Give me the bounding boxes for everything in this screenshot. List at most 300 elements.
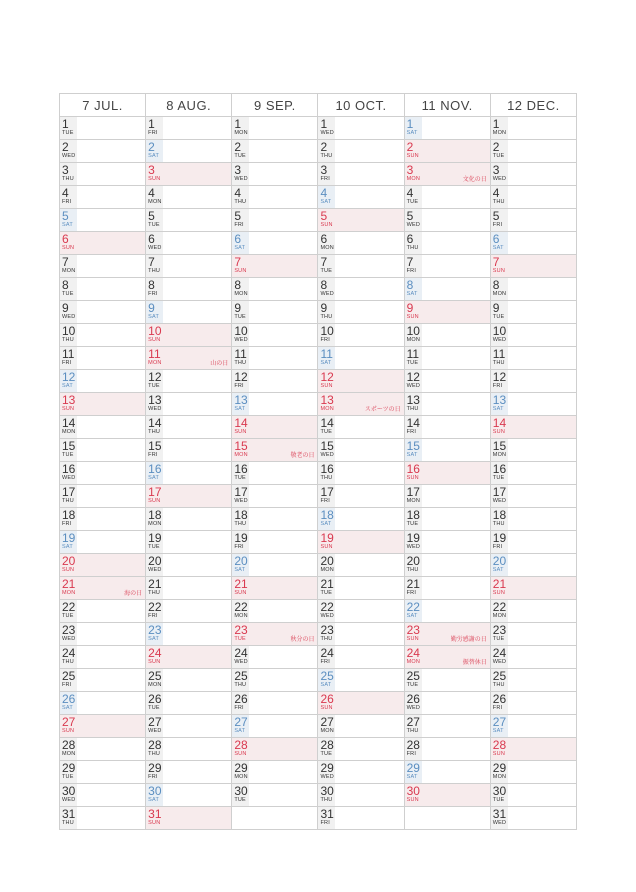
day-number: 28 xyxy=(320,738,334,752)
weekday-label: SUN xyxy=(148,337,161,343)
day-number: 30 xyxy=(492,784,507,798)
weekday-label: THU xyxy=(62,176,74,182)
day-number: 19 xyxy=(406,531,420,545)
day-cell xyxy=(318,715,404,738)
day-number: 21 xyxy=(234,577,248,591)
day-number: 21 xyxy=(492,577,507,591)
day-cell xyxy=(318,416,404,439)
day-cell xyxy=(232,416,318,439)
day-cell xyxy=(232,669,318,692)
weekday-label: FRI xyxy=(406,590,417,596)
day-number: 2 xyxy=(320,140,328,154)
day-cell xyxy=(318,255,404,278)
day-cell xyxy=(60,140,146,163)
day-cell xyxy=(146,577,232,600)
weekday-label: WED xyxy=(492,659,507,665)
weekday-label: THU xyxy=(320,153,333,159)
day-number: 8 xyxy=(406,278,414,292)
day-number: 22 xyxy=(320,600,334,614)
day-cell xyxy=(318,232,404,255)
month-header: 8 AUG. xyxy=(146,94,232,117)
day-cell xyxy=(146,232,232,255)
weekday-label: THU xyxy=(62,820,74,826)
weekday-label: SAT xyxy=(62,222,73,228)
month-header: 10 OCT. xyxy=(318,94,404,117)
day-number: 23 xyxy=(320,623,334,637)
weekday-label: SUN xyxy=(406,475,419,481)
weekday-label: FRI xyxy=(234,222,244,228)
day-number: 18 xyxy=(492,508,507,522)
day-number: 16 xyxy=(234,462,248,476)
day-cell xyxy=(490,761,576,784)
weekday-label: MON xyxy=(62,429,76,435)
weekday-label: TUE xyxy=(492,636,505,642)
day-number: 30 xyxy=(62,784,76,798)
weekday-label: FRI xyxy=(148,130,158,136)
day-row xyxy=(60,715,577,738)
weekday-label: SAT xyxy=(492,567,504,573)
day-cell xyxy=(404,209,490,232)
day-row xyxy=(60,117,577,140)
weekday-label: WED xyxy=(492,337,507,343)
day-number: 10 xyxy=(320,324,334,338)
day-cell xyxy=(490,554,576,577)
day-number: 7 xyxy=(62,255,69,269)
weekday-label: MON xyxy=(492,452,507,458)
day-number: 22 xyxy=(234,600,248,614)
weekday-label: SAT xyxy=(492,406,504,412)
day-cell xyxy=(60,117,146,140)
day-number: 2 xyxy=(406,140,414,154)
weekday-label: FRI xyxy=(492,222,503,228)
day-cell xyxy=(404,370,490,393)
weekday-label: FRI xyxy=(320,498,330,504)
day-cell xyxy=(318,623,404,646)
day-cell xyxy=(490,347,576,370)
day-number: 20 xyxy=(62,554,76,568)
weekday-label: SAT xyxy=(148,475,160,481)
weekday-label: THU xyxy=(148,268,161,274)
day-cell xyxy=(404,163,490,186)
weekday-label: TUE xyxy=(62,613,74,619)
day-cell xyxy=(490,117,576,140)
day-cell xyxy=(490,209,576,232)
day-cell xyxy=(232,738,318,761)
weekday-label: FRI xyxy=(492,705,503,711)
day-number: 11 xyxy=(320,347,333,361)
day-row xyxy=(60,531,577,554)
weekday-label: SAT xyxy=(406,613,418,619)
day-number: 5 xyxy=(492,209,500,223)
weekday-label: TUE xyxy=(492,314,505,320)
weekday-label: WED xyxy=(320,613,334,619)
day-cell xyxy=(318,439,404,462)
weekday-label: WED xyxy=(406,222,421,228)
day-row xyxy=(60,554,577,577)
day-number: 17 xyxy=(148,485,162,499)
weekday-label: FRI xyxy=(234,705,244,711)
day-number: 26 xyxy=(62,692,76,706)
day-number: 8 xyxy=(148,278,155,292)
day-cell xyxy=(490,669,576,692)
weekday-label: MON xyxy=(62,268,76,274)
weekday-label: SAT xyxy=(406,130,418,136)
day-number: 12 xyxy=(234,370,248,384)
weekday-label: MON xyxy=(406,498,421,504)
day-row xyxy=(60,761,577,784)
day-number: 28 xyxy=(492,738,507,752)
day-cell xyxy=(318,209,404,232)
day-cell xyxy=(232,255,318,278)
weekday-label: FRI xyxy=(234,383,244,389)
day-cell xyxy=(490,646,576,669)
weekday-label: MON xyxy=(320,406,334,412)
day-number: 27 xyxy=(234,715,248,729)
weekday-label: THU xyxy=(406,728,419,734)
weekday-label: SUN xyxy=(234,590,247,596)
day-row xyxy=(60,807,577,830)
weekday-label: MON xyxy=(492,613,507,619)
day-cell xyxy=(232,646,318,669)
day-number: 20 xyxy=(148,554,162,568)
day-cell xyxy=(404,301,490,324)
day-cell xyxy=(232,301,318,324)
weekday-label: THU xyxy=(62,498,74,504)
day-number: 10 xyxy=(406,324,420,338)
day-cell xyxy=(490,485,576,508)
day-cell xyxy=(490,416,576,439)
day-number: 29 xyxy=(62,761,76,775)
day-cell xyxy=(318,370,404,393)
weekday-label: THU xyxy=(62,659,74,665)
day-cell xyxy=(60,531,146,554)
day-number: 23 xyxy=(406,623,420,637)
day-number: 19 xyxy=(320,531,334,545)
weekday-label: SAT xyxy=(148,797,160,803)
weekday-label: TUE xyxy=(62,452,74,458)
day-number: 1 xyxy=(148,117,155,131)
weekday-label: WED xyxy=(406,705,421,711)
day-cell xyxy=(60,209,146,232)
month-header: 12 DEC. xyxy=(490,94,576,117)
day-cell xyxy=(232,140,318,163)
day-number: 30 xyxy=(234,784,248,798)
day-number: 5 xyxy=(320,209,328,223)
day-cell xyxy=(318,186,404,209)
holiday-label: 敬老の日 xyxy=(290,453,315,459)
day-cell xyxy=(318,531,404,554)
day-cell xyxy=(146,393,232,416)
day-cell xyxy=(318,117,404,140)
day-cell xyxy=(318,554,404,577)
day-number: 16 xyxy=(406,462,420,476)
weekday-label: WED xyxy=(62,797,76,803)
day-number: 23 xyxy=(492,623,507,637)
day-number: 24 xyxy=(492,646,507,660)
weekday-label: FRI xyxy=(406,751,417,757)
weekday-label: MON xyxy=(62,590,76,596)
day-row xyxy=(60,669,577,692)
weekday-label: MON xyxy=(148,682,162,688)
weekday-label: MON xyxy=(320,245,334,251)
day-cell xyxy=(404,232,490,255)
day-number: 4 xyxy=(234,186,241,200)
weekday-label: SAT xyxy=(320,521,332,527)
day-cell xyxy=(318,140,404,163)
weekday-label: TUE xyxy=(406,199,419,205)
day-number: 7 xyxy=(320,255,328,269)
weekday-label: WED xyxy=(234,659,248,665)
weekday-label: SUN xyxy=(62,567,75,573)
weekday-label: THU xyxy=(492,682,505,688)
weekday-label: WED xyxy=(148,245,162,251)
day-number: 20 xyxy=(492,554,507,568)
day-cell xyxy=(490,715,576,738)
weekday-label: SUN xyxy=(320,222,333,228)
weekday-label: TUE xyxy=(320,268,333,274)
day-cell xyxy=(318,301,404,324)
weekday-label: FRI xyxy=(234,544,244,550)
day-cell xyxy=(60,715,146,738)
day-cell xyxy=(404,186,490,209)
weekday-label: THU xyxy=(320,475,333,481)
weekday-label: FRI xyxy=(148,613,158,619)
day-cell xyxy=(490,738,576,761)
day-cell xyxy=(232,761,318,784)
day-cell xyxy=(490,508,576,531)
day-number: 12 xyxy=(406,370,420,384)
weekday-label: FRI xyxy=(406,429,417,435)
weekday-label: SUN xyxy=(148,820,161,826)
day-cell xyxy=(318,738,404,761)
day-cell xyxy=(318,163,404,186)
day-cell xyxy=(232,370,318,393)
day-number: 18 xyxy=(320,508,334,522)
day-number: 10 xyxy=(148,324,162,338)
weekday-label: SUN xyxy=(492,751,505,757)
weekday-label: SUN xyxy=(148,176,161,182)
day-number: 22 xyxy=(62,600,76,614)
day-number: 23 xyxy=(234,623,248,637)
day-cell xyxy=(60,232,146,255)
day-row xyxy=(60,163,577,186)
weekday-label: MON xyxy=(234,130,248,136)
day-cell xyxy=(60,600,146,623)
day-row xyxy=(60,186,577,209)
day-cell xyxy=(60,416,146,439)
day-number: 6 xyxy=(320,232,328,246)
weekday-label: TUE xyxy=(148,705,160,711)
day-cell xyxy=(60,347,146,370)
weekday-label: SAT xyxy=(148,314,160,320)
day-number: 27 xyxy=(320,715,334,729)
day-cell xyxy=(232,186,318,209)
weekday-label: WED xyxy=(320,452,334,458)
day-cell xyxy=(318,324,404,347)
weekday-label: THU xyxy=(234,682,247,688)
weekday-label: MON xyxy=(406,176,421,182)
day-cell xyxy=(490,278,576,301)
day-number: 10 xyxy=(234,324,248,338)
weekday-label: MON xyxy=(62,751,76,757)
day-number: 31 xyxy=(62,807,76,821)
day-number: 4 xyxy=(406,186,414,200)
weekday-label: SUN xyxy=(234,268,247,274)
day-cell xyxy=(60,554,146,577)
day-cell xyxy=(60,393,146,416)
day-cell xyxy=(232,163,318,186)
day-row xyxy=(60,623,577,646)
day-cell xyxy=(60,439,146,462)
day-cell xyxy=(490,623,576,646)
day-number: 25 xyxy=(320,669,334,683)
day-cell xyxy=(60,577,146,600)
weekday-label: MON xyxy=(148,199,162,205)
weekday-label: SAT xyxy=(62,383,73,389)
weekday-label: SAT xyxy=(234,567,246,573)
day-number: 6 xyxy=(234,232,241,246)
weekday-label: THU xyxy=(492,199,505,205)
day-cell xyxy=(318,761,404,784)
day-cell xyxy=(232,692,318,715)
weekday-label: TUE xyxy=(406,521,419,527)
weekday-label: THU xyxy=(148,751,161,757)
weekday-label: FRI xyxy=(406,268,417,274)
weekday-label: SAT xyxy=(62,544,73,550)
day-number: 22 xyxy=(492,600,507,614)
day-cell xyxy=(146,623,232,646)
day-number: 21 xyxy=(148,577,162,591)
weekday-label: WED xyxy=(62,153,76,159)
day-number: 24 xyxy=(234,646,248,660)
day-number: 17 xyxy=(234,485,248,499)
day-number: 8 xyxy=(234,278,241,292)
day-number: 25 xyxy=(234,669,248,683)
day-number: 18 xyxy=(406,508,420,522)
day-number: 8 xyxy=(62,278,69,292)
day-cell xyxy=(232,324,318,347)
weekday-label: TUE xyxy=(320,429,333,435)
day-cell xyxy=(490,393,576,416)
day-number: 3 xyxy=(406,163,414,177)
day-cell xyxy=(490,301,576,324)
day-row xyxy=(60,692,577,715)
day-row xyxy=(60,347,577,370)
day-cell xyxy=(318,508,404,531)
day-cell xyxy=(404,347,490,370)
day-number: 31 xyxy=(320,807,334,821)
weekday-label: SAT xyxy=(492,728,504,734)
weekday-label: THU xyxy=(320,636,333,642)
weekday-label: SAT xyxy=(320,199,332,205)
day-cell xyxy=(404,485,490,508)
day-cell xyxy=(490,255,576,278)
day-cell xyxy=(60,692,146,715)
calendar-table xyxy=(59,93,577,830)
day-cell xyxy=(232,623,318,646)
day-number: 3 xyxy=(320,163,328,177)
day-number: 24 xyxy=(62,646,76,660)
weekday-label: MON xyxy=(234,613,248,619)
weekday-label: FRI xyxy=(148,452,158,458)
weekday-label: MON xyxy=(492,291,507,297)
calendar-body xyxy=(60,117,577,830)
day-cell xyxy=(490,186,576,209)
weekday-label: TUE xyxy=(148,544,160,550)
day-cell xyxy=(404,738,490,761)
day-number: 19 xyxy=(62,531,76,545)
day-number: 27 xyxy=(62,715,76,729)
weekday-label: THU xyxy=(234,199,247,205)
weekday-label: SUN xyxy=(492,429,505,435)
day-number: 25 xyxy=(62,669,76,683)
day-cell xyxy=(60,646,146,669)
day-cell xyxy=(490,140,576,163)
day-number: 30 xyxy=(406,784,420,798)
day-number: 29 xyxy=(148,761,162,775)
day-number: 8 xyxy=(492,278,500,292)
day-cell xyxy=(404,140,490,163)
day-row xyxy=(60,485,577,508)
day-number: 1 xyxy=(492,117,500,131)
day-number: 5 xyxy=(406,209,414,223)
day-cell xyxy=(60,163,146,186)
day-number: 13 xyxy=(62,393,76,407)
day-number: 1 xyxy=(320,117,328,131)
day-number: 9 xyxy=(320,301,328,315)
day-cell xyxy=(404,761,490,784)
day-number: 21 xyxy=(62,577,76,591)
weekday-label: MON xyxy=(320,567,334,573)
day-cell xyxy=(232,347,318,370)
weekday-label: MON xyxy=(406,659,421,665)
day-cell xyxy=(490,784,576,807)
day-number: 28 xyxy=(234,738,248,752)
weekday-label: SUN xyxy=(320,544,333,550)
day-cell xyxy=(404,715,490,738)
day-cell xyxy=(232,278,318,301)
weekday-label: FRI xyxy=(148,774,158,780)
day-number: 4 xyxy=(62,186,69,200)
weekday-label: SUN xyxy=(406,636,419,642)
day-number: 9 xyxy=(406,301,414,315)
day-number: 19 xyxy=(234,531,248,545)
day-number: 6 xyxy=(406,232,414,246)
day-number: 25 xyxy=(148,669,162,683)
weekday-label: FRI xyxy=(62,199,72,205)
day-cell xyxy=(232,715,318,738)
weekday-label: SUN xyxy=(320,383,333,389)
day-cell xyxy=(490,577,576,600)
month-header: 9 SEP. xyxy=(232,94,318,117)
day-number: 11 xyxy=(148,347,161,361)
day-number: 16 xyxy=(320,462,334,476)
day-number: 21 xyxy=(320,577,334,591)
weekday-label: SAT xyxy=(492,245,504,251)
day-cell xyxy=(146,715,232,738)
day-cell xyxy=(490,232,576,255)
day-cell xyxy=(146,347,232,370)
day-number: 25 xyxy=(406,669,420,683)
weekday-label: WED xyxy=(320,774,334,780)
weekday-label: SUN xyxy=(492,268,505,274)
weekday-label: SAT xyxy=(148,153,160,159)
day-cell xyxy=(404,554,490,577)
weekday-label: MON xyxy=(234,291,248,297)
day-number: 14 xyxy=(62,416,76,430)
day-cell xyxy=(318,393,404,416)
day-cell xyxy=(318,600,404,623)
